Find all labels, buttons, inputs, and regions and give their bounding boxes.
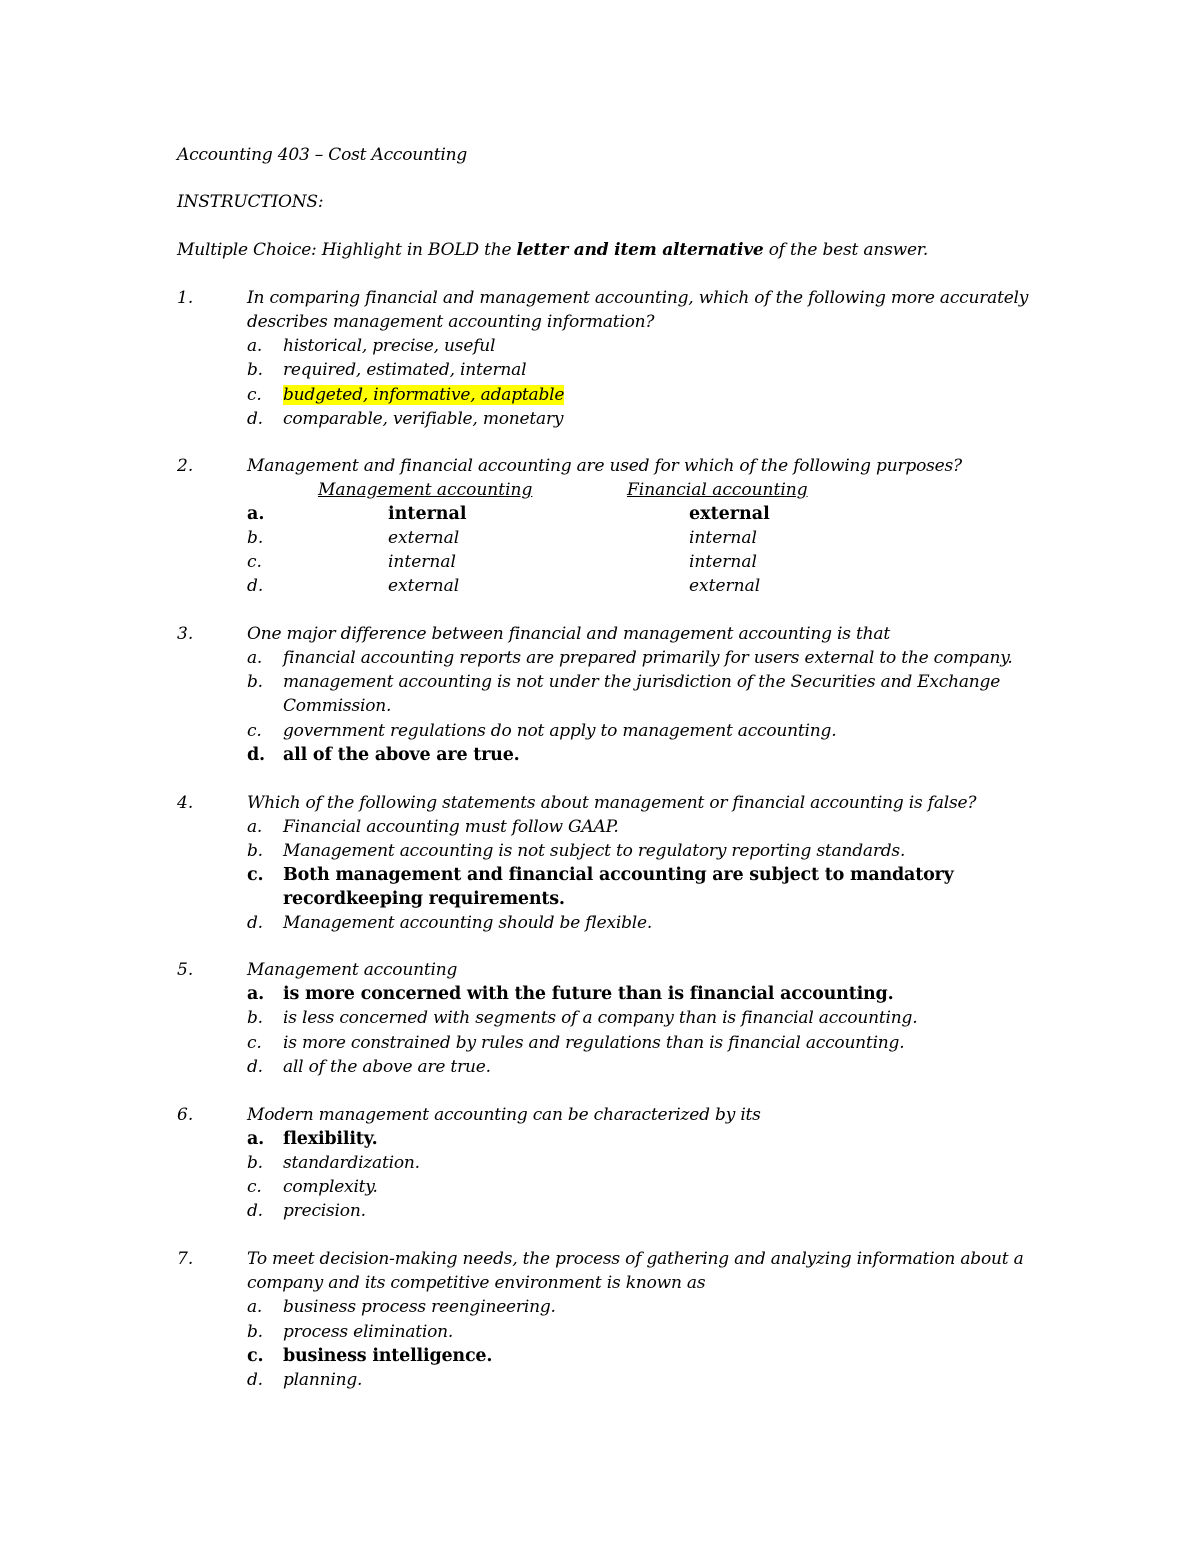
question-text-line1: Management accounting [247,960,458,980]
option-b: b. Management accounting is not subject to regulatory reporting standards. [247,841,906,861]
row-a-financial: external [689,504,770,524]
document-title: Accounting 403 – Cost Accounting [177,145,468,165]
row-b-management: external [388,528,460,548]
row-c-management: internal [388,552,456,572]
question-text-line1: In comparing financial and management accounting, which of the following more accurately [247,288,1029,308]
question-text-line1: Management and financial accounting are used for which of the following purposes? [247,456,962,476]
option-b: b. required, estimated, internal [247,360,527,380]
row-a-letter: a. [247,504,265,524]
option-c: c. Both management and financial accounting are subject to mandatory recordkeeping requirements. [247,865,954,909]
row-c-financial: internal [689,552,757,572]
option-c: c. government regulations do not apply to management accounting. [247,721,837,741]
question-text-line1: To meet decision-making needs, the process of gathering and analyzing information about a [247,1249,1024,1269]
row-b-financial: internal [689,528,757,548]
instructions-text [177,239,928,261]
option-d: d. planning. [247,1370,363,1390]
question-text-line2: describes management accounting information? [247,312,655,332]
row-a-management: internal [388,504,467,524]
question-number: 1. [177,288,194,308]
column-header-financial: Financial accounting [627,480,808,500]
option-d: d. all of the above are true. [247,1057,491,1077]
question-text-line1: Which of the following statements about management or financial accounting is false? [247,793,977,813]
option-a: a. Financial accounting must follow GAAP. [247,817,619,837]
option-d: d. Management accounting should be flexible. [247,913,653,933]
question-number: 7. [177,1249,194,1269]
question-number: 5. [177,960,194,980]
column-header-management: Management accounting [318,480,533,500]
instructions-heading: INSTRUCTIONS: [177,192,324,212]
mc-bold: letter and item alternative [516,240,764,260]
option-d: d. precision. [247,1201,366,1221]
row-d-letter: d. [247,576,264,596]
question-text-line1: Modern management accounting can be characterized by its [247,1105,761,1125]
option-a: a. flexibility. [247,1129,378,1149]
row-d-financial: external [689,576,761,596]
row-b-letter: b. [247,528,264,548]
question-text-line2: company and its competitive environment is known as [247,1273,706,1293]
option-a: a. business process reengineering. [247,1297,556,1317]
option-c: c. budgeted, informative, adaptable [247,385,565,405]
option-d: d. comparable, verifiable, monetary [247,409,564,429]
option-a: a. is more concerned with the future than is financial accounting. [247,984,894,1004]
question-number: 4. [177,793,194,813]
question-number: 6. [177,1105,194,1125]
option-a: a. financial accounting reports are prepared primarily for users external to the company. [247,648,1013,668]
mc-suffix: of the best answer. [763,240,929,260]
option-d: d. all of the above are true. [247,745,520,765]
option-b: b. management accounting is not under the jurisdiction of the Securities and Exchange Commission. [247,672,1001,716]
option-c: c. is more constrained by rules and regulations than is financial accounting. [247,1033,905,1053]
option-b: b. standardization. [247,1153,420,1173]
option-b: b. process elimination. [247,1322,454,1342]
row-c-letter: c. [247,552,262,572]
question-number: 2. [177,456,194,476]
row-d-management: external [388,576,460,596]
question-number: 3. [177,624,194,644]
question-text-line1: One major difference between financial and management accounting is that [247,624,890,644]
highlighted-answer: budgeted, informative, adaptable [283,385,565,405]
option-c: c. complexity. [247,1177,378,1197]
option-a: a. historical, precise, useful [247,336,496,356]
option-b: b. is less concerned with segments of a company than is financial accounting. [247,1008,918,1028]
option-c: c. business intelligence. [247,1346,493,1366]
mc-prefix: Multiple Choice: Highlight in BOLD the [177,240,517,260]
